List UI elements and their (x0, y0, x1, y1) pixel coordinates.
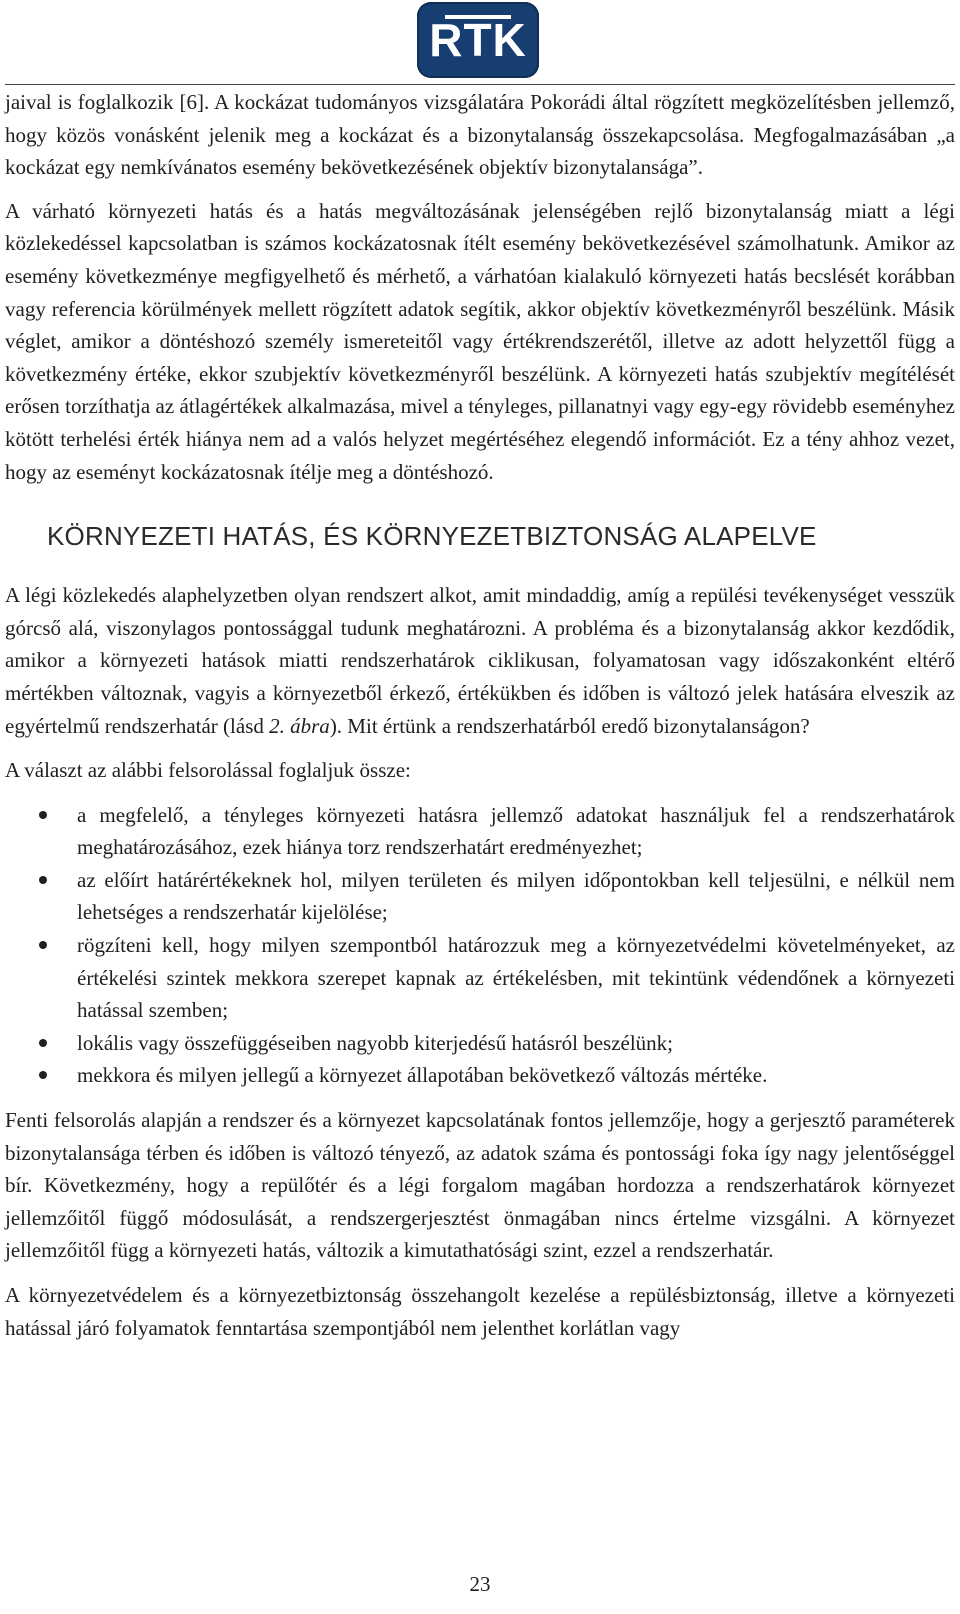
list-item (5, 929, 955, 1027)
list-item-text: mekkora és milyen jellegű a környezet állapotában bekövetkező változás mértéke. (77, 1063, 768, 1088)
paragraph: A várható környezeti hatás és a hatás megváltozásának jelenségében rejlő bizonytalanság miatt a légi közlekedéssel kapcsolatban is számos kockázatosnak ítélt esemény bekövetkezésével számolhatunk. Amikor az esemény következménye megfigyelhető és mérhető, a várhatóan kialakuló környezeti hatás becslését korábban vagy referencia körülmények mellett rögzített adatok segítik, akkor objektív következményről beszélünk. Másik véglet, amikor a döntéshozó személy ismereteitől vagy értékrendszerétől, illetve az adott helyzettől függ a következmény értéke, ekkor szubjektív következményről beszélünk. A környezeti hatás szubjektív megítélését erősen torzíthatja az átlagértékek alkalmazása, mivel a tényleges, pillanatnyi vagy egy-egy rövidebb eseményhez kötött terhelési érték hiánya nem ad a valós helyzet megértéséhez elegendő információt. Ez a tény ahhoz vezet, hogy az eseményt kockázatosnak ítélje meg a döntéshozó. (5, 198, 955, 484)
list-item-text: rögzíteni kell, hogy milyen szempontból határozzuk meg a környezetvédelmi követelményeket, az értékelési szintek mekkora szerepet kapnak az értékelésben, mit tekintünk védendőnek a környezeti hatással szemben; (77, 933, 955, 1023)
section-heading: KÖRNYEZETI HATÁS, ÉS KÖRNYEZETBIZTONSÁG ALAPELVE (47, 521, 817, 552)
paragraph-text: A légi közlekedés alaphelyzetben olyan rendszert alkot, amit mindaddig, amíg a repülési tevékenységet vesszük górcső alá, viszonylagos pontossággal tudunk meghatározni. A probléma és a bizonytalanság akkor kezdődik, amikor a környezeti hatások miatti rendszerhatárok ciklikusan, folyamatosan vagy időszakonként eltérő mértékben változnak, vagyis a környezetből érkező, értékükben és időben is változó jelek hatására elveszik az egyértelmű rendszerhatár (lásd (5, 583, 955, 738)
header-rule (5, 84, 955, 85)
page-header (0, 0, 960, 94)
rtk-logo (417, 2, 539, 78)
list-item (5, 1027, 955, 1060)
bullet-icon (39, 811, 47, 819)
bullet-icon (39, 1071, 47, 1079)
paragraph (5, 579, 955, 742)
paragraph: A választ az alábbi felsorolással foglaljuk össze: (5, 758, 411, 783)
paragraph: A környezetvédelem és a környezetbiztonság összehangolt kezelése a repülésbiztonság, illetve a környezeti hatással járó folyamatok fenntartása szempontjából nem jelenthet korlátlan vagy (5, 1283, 955, 1340)
list-item-text: az előírt határértékeknek hol, milyen területen és milyen időpontokban kell teljesülni, e nélkül nem lehetséges a rendszerhatár kijelölése; (77, 867, 955, 925)
bullet-icon (39, 876, 47, 884)
list-item (5, 1059, 955, 1092)
bullet-icon (39, 941, 47, 949)
page-number: 23 (469, 1572, 491, 1596)
figure-reference: 2. ábra (269, 713, 330, 738)
list-item-text: a megfelelő, a tényleges környezeti hatásra jellemző adatokat használjuk fel a rendszerhatárok meghatározásához, ezek hiánya torz rendszerhatárt eredményezhet; (77, 802, 955, 860)
bullet-list (5, 799, 955, 1092)
list-item (5, 864, 955, 929)
paragraph: jaival is foglalkozik [6]. A kockázat tudományos vizsgálatára Pokorádi által rögzített megközelítésben jellemző, hogy közös vonásként jelenik meg a kockázat és a bizonytalanság összekapcsolása. Megfogalmazásában „a kockázat egy nemkívánatos esemény bekövetkezésének objektív bizonytalansága”. (5, 90, 955, 180)
logo-text: RTK (429, 14, 527, 66)
bullet-icon (39, 1039, 47, 1047)
body-text (5, 86, 955, 1356)
paragraph: Fenti felsorolás alapján a rendszer és a környezet kapcsolatának fontos jellemzője, hogy a gerjesztő paraméterek bizonytalansága térben és időben is változó tényező, az adatok száma és pontossági foka így nagy jelentőséggel bír. Következmény, hogy a repülőtér és a légi forgalom magában hordozza a rendszerhatárok környezet jellemzőitől függő módosulását, a rendszergerjesztést önmagában nincs értelme vizsgálni. A környezet jellemzőitől függ a környezeti hatás, változik a kimutathatósági szint, ezzel a rendszerhatár. (5, 1108, 955, 1263)
list-item (5, 799, 955, 864)
list-item-text: lokális vagy összefüggéseiben nagyobb kiterjedésű hatásról beszélünk; (77, 1030, 673, 1055)
paragraph-text: ). Mit értünk a rendszerhatárból eredő bizonytalanságon? (329, 713, 810, 738)
